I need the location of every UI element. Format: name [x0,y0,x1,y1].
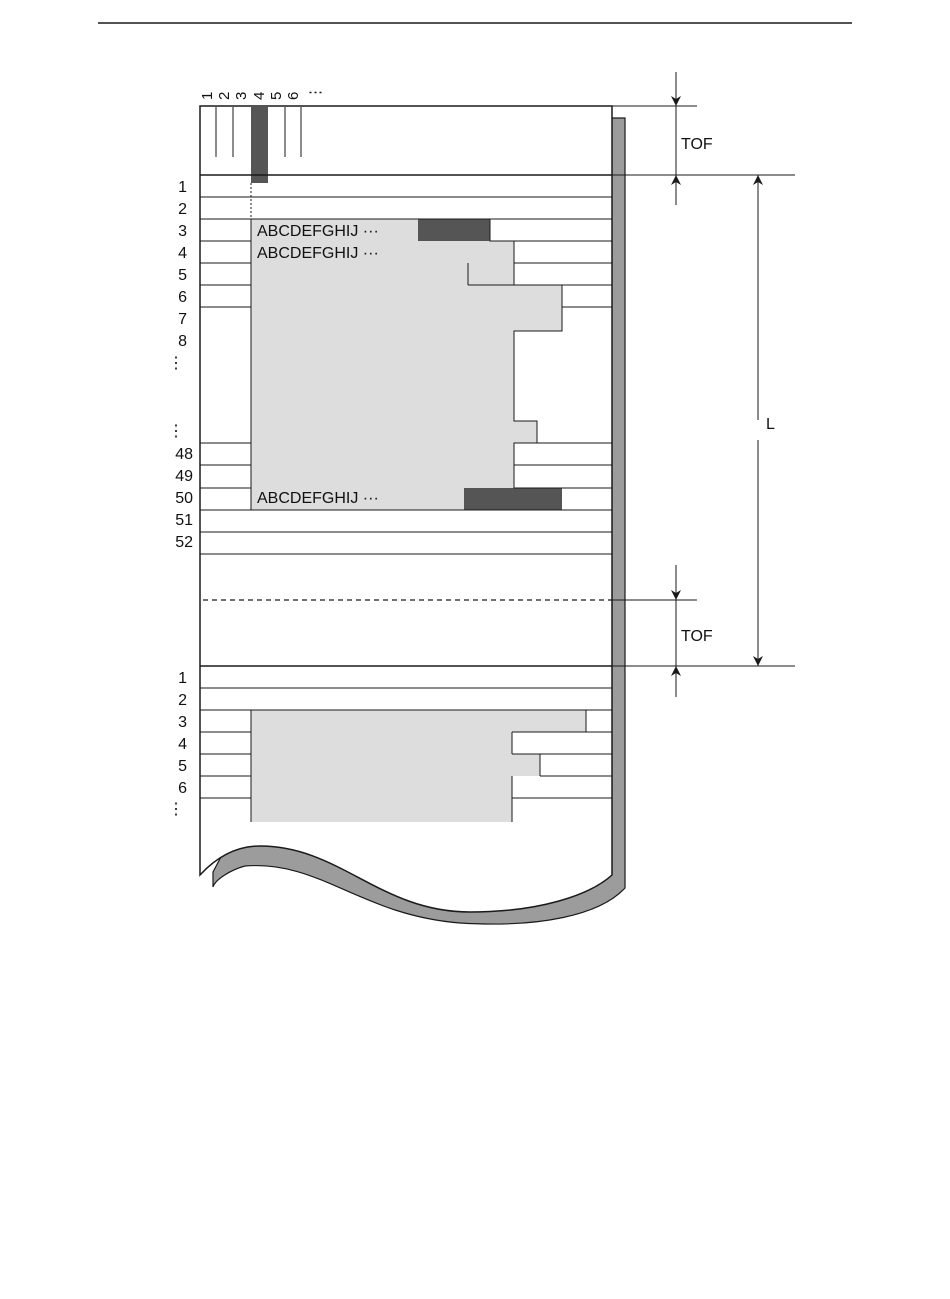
line-number: 8 [178,333,187,350]
column-number: 2 [216,91,233,100]
line-number: 52 [175,534,193,551]
line-number: 5 [178,267,187,284]
column-number: 6 [285,91,302,100]
line-number: 1 [178,670,187,687]
column-number: 4 [251,91,268,100]
dark-block-line3 [418,219,490,241]
column-numbers [199,85,324,100]
line-number: ⋮ [168,801,184,818]
column-number: 5 [268,91,285,100]
line-number: 6 [178,289,187,306]
line-number: ⋮ [168,423,184,440]
line-number: 49 [175,468,193,485]
line-number: ⋮ [168,355,184,372]
tof-top-label: TOF [681,136,713,153]
line-number: 5 [178,758,187,775]
printed-text-line3: ABCDEFGHIJ ··· [257,223,379,240]
line-number: 4 [178,736,187,753]
line-number: 4 [178,245,187,262]
line-number: 48 [175,446,193,463]
line-number: 2 [178,692,187,709]
line-numbers-page2 [168,670,187,818]
line-numbers-page1 [168,179,193,551]
printed-text-line4: ABCDEFGHIJ ··· [257,245,379,262]
length-label: L [766,416,775,433]
printed-text-line50: ABCDEFGHIJ ··· [257,490,379,507]
column-number: 1 [199,91,216,100]
line-number: 7 [178,311,187,328]
line-number: 1 [178,179,187,196]
line-number: 2 [178,201,187,218]
line-number: 3 [178,714,187,731]
column-number: ⋮ [307,85,324,100]
line-number: 50 [175,490,193,507]
line-number: 51 [175,512,193,529]
line-number: 6 [178,780,187,797]
tof-bottom-label: TOF [681,628,713,645]
dark-block-line50 [464,488,562,510]
column-number: 3 [233,91,250,100]
line-number: 3 [178,223,187,240]
print-head-block [251,107,268,183]
